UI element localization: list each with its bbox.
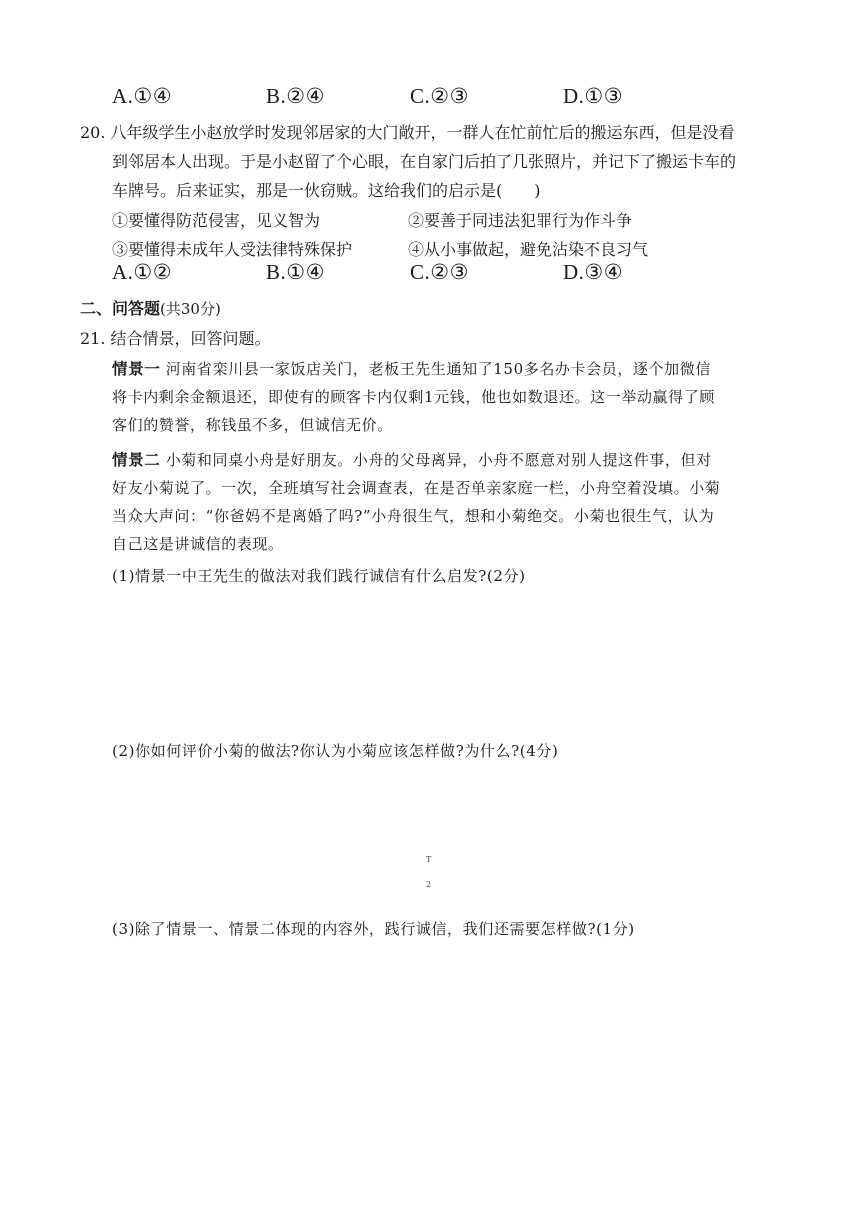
q20-line-3: 车牌号。后来证实，那是一伙窃贼。这给我们的启示是( ) [112, 181, 541, 200]
q19-option-a: A.①④ [112, 84, 173, 108]
q20-option-a: A.①② [112, 260, 173, 284]
q21-stem: 21. 结合情景，回答问题。 [80, 329, 271, 348]
section-heading [80, 296, 221, 319]
scenario2-line-4: 自己这是讲诚信的表现。 [112, 535, 284, 553]
scenario2-line-3: 当众大声问：“你爸妈不是离婚了吗?”小舟很生气，想和小菊绝交。小菊也很生气，认为 [112, 507, 715, 525]
q20-option-c: C.②③ [410, 260, 469, 284]
q20-option-d: D.③④ [563, 260, 624, 284]
scenario1-first-line [112, 357, 711, 379]
page-mark-number: 2 [426, 880, 432, 889]
q21-subquestion-2: (2)你如何评价小菊的做法?你认为小菊应该怎样做?为什么?(4分) [112, 742, 559, 760]
q20-statement-3: ③要懂得未成年人受法律特殊保护 [112, 240, 353, 259]
q19-option-b: B.②④ [266, 84, 325, 108]
q20-statement-4: ④从小事做起，避免沾染不良习气 [408, 240, 649, 259]
scenario1-line-3: 客们的赞誉，称钱虽不多，但诚信无价。 [112, 416, 393, 434]
scenario1-line-1: 河南省栾川县一家饭店关门，老板王先生通知了150多名办卡会员，逐个加微信 [165, 360, 711, 378]
scenario2-line-1: 小菊和同桌小舟是好朋友。小舟的父母离异，小舟不愿意对别人提这件事，但对 [165, 451, 712, 469]
q20-statement-1: ①要懂得防范侵害，见义智为 [112, 211, 321, 230]
q20-line-1: 20. 八年级学生小赵放学时发现邻居家的大门敞开，一群人在忙前忙后的搬运东西，但是没看 [80, 123, 735, 142]
scenario2-line-2: 好友小菊说了。一次，全班填写社会调查表，在是否单亲家庭一栏，小舟空着没填。小菊 [112, 479, 721, 497]
q21-subquestion-3: (3)除了情景一、情景二体现的内容外，践行诚信，我们还需要怎样做?(1分) [112, 920, 635, 938]
q20-line-2: 到邻居本人出现。于是小赵留了个心眼，在自家门后拍了几张照片，并记下了搬运卡车的 [112, 152, 737, 171]
scenario2-label: 情景二 [112, 451, 161, 469]
q20-statement-2: ②要善于同违法犯罪行为作斗争 [408, 211, 633, 230]
q21-subquestion-1: (1)情景一中王先生的做法对我们践行诚信有什么启发?(2分) [112, 567, 526, 585]
q20-option-b: B.①④ [266, 260, 325, 284]
scenario2-first-line [112, 448, 712, 470]
q19-option-d: D.①③ [563, 84, 624, 108]
scenario1-label: 情景一 [112, 360, 161, 378]
section-score-note: (共30分) [160, 300, 221, 318]
section-title: 二、问答题 [80, 299, 161, 318]
scenario1-line-2: 将卡内剩余金额退还，即使有的顾客卡内仅剩1元钱，他也如数退还。这一举动赢得了顾 [112, 388, 715, 406]
page-mark-t: T [426, 855, 432, 864]
q19-option-c: C.②③ [410, 84, 469, 108]
